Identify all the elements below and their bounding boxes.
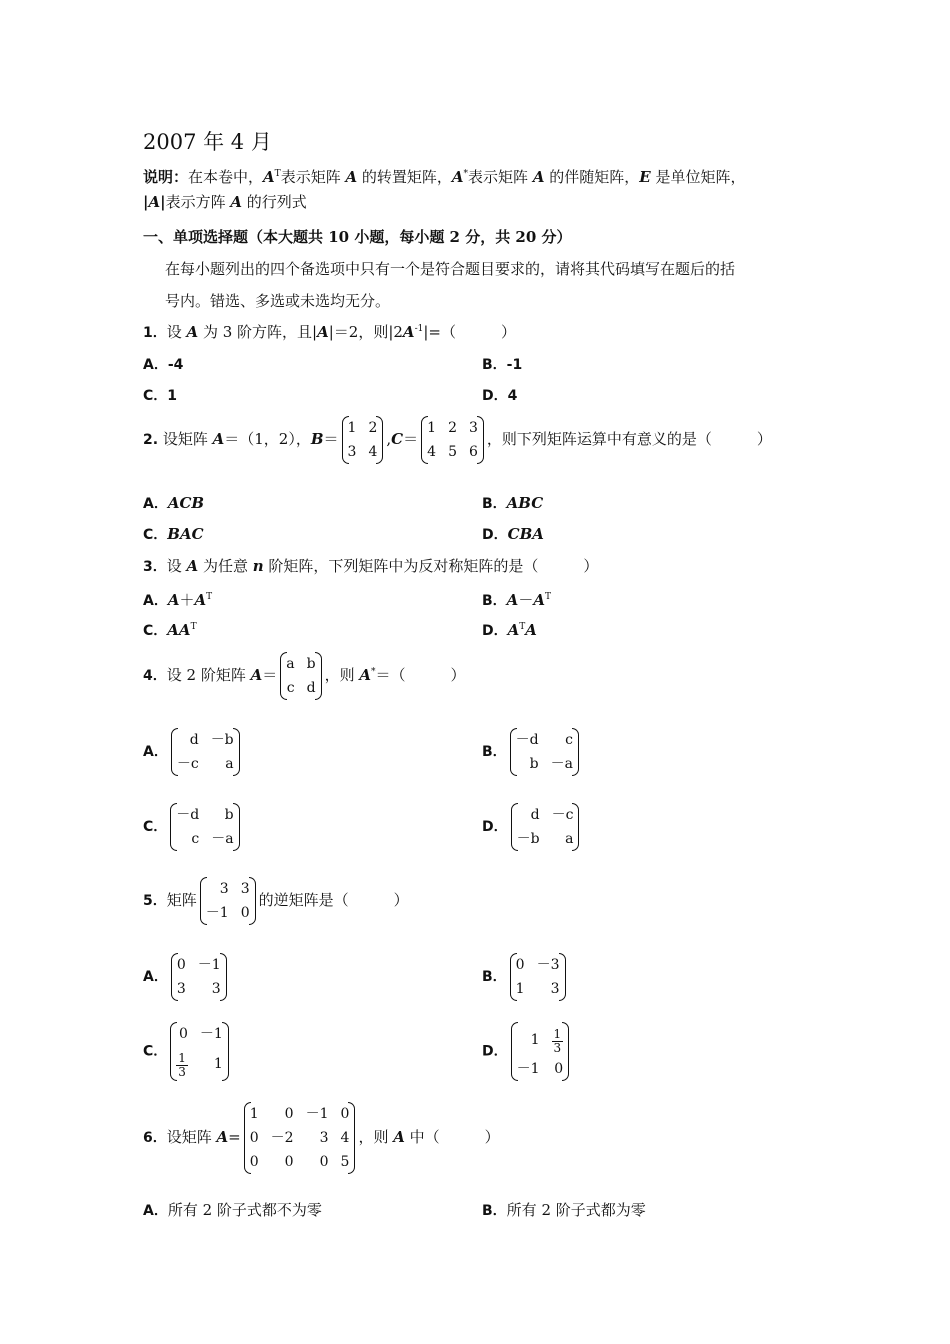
symbol: |A| <box>143 193 166 211</box>
option-label: A． <box>143 744 168 760</box>
q-text: ＝ <box>262 666 278 684</box>
section-instruction-1: 在每小题列出的四个备选项中只有一个是符合题目要求的，请将其代码填写在题后的括 <box>165 260 736 278</box>
q1-option-b[interactable] <box>482 354 522 374</box>
matrix-cell: 3 <box>219 881 229 897</box>
matrix-b <box>342 416 384 464</box>
matrix-cell: －1 <box>197 957 221 973</box>
note-label: 说明： <box>143 168 189 186</box>
option-value: 1 <box>167 388 178 404</box>
q-text: 的逆矩阵是（ ） <box>258 891 409 909</box>
denominator: 3 <box>553 1041 562 1055</box>
option-matrix <box>510 953 566 1001</box>
q4-option-b[interactable] <box>482 728 582 776</box>
q-text: 矩阵 <box>166 891 197 909</box>
q-text: 设 <box>166 557 187 575</box>
symbol: A <box>263 168 275 186</box>
note-text: 表示矩阵 <box>280 168 346 186</box>
matrix-cell: 0 <box>284 1106 294 1122</box>
option-value: -1 <box>506 357 523 373</box>
q-text: ＝（ ） <box>375 666 466 684</box>
q-text: 为 3 阶方阵，且| <box>198 323 318 341</box>
symbol: A <box>359 666 372 684</box>
matrix-cell: －b <box>516 831 540 847</box>
q1-option-c[interactable] <box>143 385 177 405</box>
note-line-1 <box>143 166 745 187</box>
q3-option-c[interactable] <box>143 620 197 640</box>
denominator: 3 <box>178 1065 186 1079</box>
matrix-c <box>421 416 484 464</box>
q4-option-c[interactable] <box>143 803 243 851</box>
matrix-cell: 0 <box>240 905 250 921</box>
note-text: 表示方阵 <box>165 193 231 211</box>
superscript: T <box>544 592 551 602</box>
matrix-cell: 1 <box>515 981 525 997</box>
q-text: ＝ <box>403 430 419 448</box>
option-label: C． <box>143 527 168 543</box>
matrix-cell: －b <box>210 732 234 748</box>
operator: ＋ <box>179 591 195 609</box>
q2-option-d[interactable] <box>482 524 544 544</box>
symbol: n <box>252 557 264 575</box>
matrix-cell: 2 <box>368 420 378 436</box>
option-label: A． <box>143 357 168 373</box>
option-value: 4 <box>507 388 518 404</box>
superscript: T <box>519 622 526 632</box>
q5-option-b[interactable] <box>482 953 569 1001</box>
option-matrix <box>171 953 227 1001</box>
q1-option-a[interactable] <box>143 354 183 374</box>
symbol: A <box>186 557 199 575</box>
matrix-cell: 3 <box>319 1130 329 1146</box>
option-label: C． <box>143 623 168 639</box>
matrix-cell: －d <box>176 807 200 823</box>
matrix-cell: 0 <box>176 957 186 973</box>
question-3 <box>143 555 598 576</box>
q4-option-a[interactable] <box>143 728 243 776</box>
matrix-cell: 3 <box>240 881 250 897</box>
matrix-cell: 0 <box>515 957 525 973</box>
matrix-cell: －1 <box>516 1061 540 1077</box>
question-2 <box>143 416 772 464</box>
q3-option-d[interactable] <box>482 620 537 640</box>
matrix-cell: －3 <box>536 957 560 973</box>
matrix-cell: 4 <box>368 444 378 460</box>
q-text: 为任意 <box>198 557 253 575</box>
superscript: * <box>371 667 376 677</box>
q1-option-d[interactable] <box>482 385 517 405</box>
note-text: 的转置矩阵， <box>357 168 452 186</box>
question-1 <box>143 321 516 342</box>
matrix-cell: c <box>565 732 573 748</box>
option-matrix <box>171 728 240 776</box>
q4-option-d[interactable] <box>482 803 582 851</box>
matrix-cell: －1 <box>205 905 229 921</box>
note-line-2 <box>143 191 307 212</box>
option-label: A． <box>143 969 168 985</box>
q-text: |=（ ） <box>423 323 516 341</box>
symbol: A <box>451 168 464 186</box>
symbol: A <box>393 1128 405 1146</box>
q3-option-b[interactable] <box>482 589 551 610</box>
symbol: A <box>317 323 329 341</box>
matrix-cell: 0 <box>249 1130 259 1146</box>
q-text: 设 2 阶矩阵 <box>166 666 251 684</box>
matrix-cell: 0 <box>554 1061 564 1077</box>
option-label: B． <box>482 1203 507 1219</box>
matrix-cell: a <box>286 656 295 672</box>
option-label: C． <box>143 388 168 404</box>
matrix-cell: 0 <box>284 1154 294 1170</box>
option-label: B． <box>482 496 507 512</box>
matrix-cell: d <box>530 807 540 823</box>
symbol: A <box>212 430 225 448</box>
matrix-cell: 0 <box>319 1154 329 1170</box>
q5-option-a[interactable] <box>143 953 230 1001</box>
matrix-cell: 1 <box>530 1031 540 1048</box>
matrix-cell: 0 <box>340 1106 350 1122</box>
question-number: 5． <box>143 893 167 909</box>
option-matrix <box>511 1022 570 1081</box>
q2-option-b[interactable] <box>482 493 543 513</box>
symbol: A <box>230 193 242 211</box>
q3-option-a[interactable] <box>143 589 212 610</box>
option-matrix <box>511 803 580 851</box>
symbol: A <box>525 621 537 639</box>
option-value: -4 <box>167 357 184 373</box>
option-value: ACB <box>167 494 205 512</box>
matrix-cell: a <box>225 756 234 772</box>
matrix-cell: －2 <box>270 1130 294 1146</box>
matrix-cell: 3 <box>211 981 221 997</box>
option-matrix <box>170 1022 229 1081</box>
q-text: = <box>228 1128 241 1146</box>
matrix-cell: 3 <box>176 981 186 997</box>
symbol: A <box>402 323 415 341</box>
matrix-cell: c <box>191 831 200 847</box>
q-text: ＝ <box>323 430 339 448</box>
option-label: D． <box>482 819 508 835</box>
matrix-cell: －c <box>551 807 574 823</box>
symbol: B <box>310 430 324 448</box>
q-text: |＝2，则|2 <box>328 323 403 341</box>
superscript: * <box>463 169 469 179</box>
matrix-cell: b <box>224 807 234 823</box>
matrix-cell: －d <box>515 732 539 748</box>
symbol: A <box>507 621 520 639</box>
q5-option-d[interactable] <box>482 1022 572 1081</box>
question-number: 1． <box>143 325 167 341</box>
q-text: ，则下列矩阵运算中有意义的是（ ） <box>486 430 772 448</box>
option-matrix <box>510 728 579 776</box>
fraction <box>176 1052 188 1079</box>
matrix-cell: 0 <box>249 1154 259 1170</box>
q2-option-c[interactable] <box>143 524 204 544</box>
numerator: 1 <box>178 1051 186 1065</box>
symbol: A <box>194 591 207 609</box>
matrix-q6 <box>244 1102 356 1174</box>
option-label: B． <box>482 744 507 760</box>
option-label: C． <box>143 1043 168 1060</box>
q6-option-a[interactable] <box>143 1199 322 1220</box>
symbol: A <box>533 591 545 609</box>
matrix-cell: 1 <box>249 1106 259 1122</box>
matrix-cell: 6 <box>468 444 478 460</box>
matrix-cell: 5 <box>448 444 457 460</box>
superscript: T <box>274 169 281 179</box>
note-text: 是单位矩阵， <box>650 168 746 186</box>
q5-option-c[interactable] <box>143 1022 232 1081</box>
q-text: 设矩阵 <box>158 430 213 448</box>
note-text: 在本卷中， <box>188 168 264 186</box>
matrix-cell: d <box>306 680 316 696</box>
option-value: ABC <box>506 494 544 512</box>
symbol: A <box>506 591 519 609</box>
question-number: 6． <box>143 1130 167 1146</box>
option-matrix <box>170 803 239 851</box>
matrix-cell: 1 <box>213 1055 223 1072</box>
numerator: 1 <box>553 1027 562 1041</box>
section-instruction-2: 号内。错选、多选或未选均无分。 <box>165 292 391 310</box>
matrix-cell: 3 <box>347 444 357 460</box>
symbol: A <box>186 323 199 341</box>
superscript: T <box>190 622 197 632</box>
option-label: B． <box>482 357 507 373</box>
symbol: A <box>216 1128 229 1146</box>
q-text: ，则 <box>358 1128 394 1146</box>
q-text: 阶矩阵，下列矩阵中为反对称矩阵的是（ ） <box>263 557 599 575</box>
question-number: 2. <box>143 432 159 448</box>
question-5 <box>143 877 409 925</box>
note-text: 的行列式 <box>241 193 307 211</box>
matrix-cell: －c <box>176 756 199 772</box>
matrix-cell: c <box>286 680 295 696</box>
symbol: C <box>391 430 404 448</box>
symbol: A <box>250 666 263 684</box>
q6-option-b[interactable] <box>482 1199 646 1220</box>
matrix-cell: d <box>189 732 199 748</box>
matrix-cell: 3 <box>468 420 478 436</box>
matrix-cell: －a <box>211 831 234 847</box>
question-number: 3． <box>143 559 167 575</box>
note-text: 的伴随矩阵， <box>544 168 640 186</box>
question-4 <box>143 652 466 700</box>
symbol: E <box>639 168 651 186</box>
option-value: CBA <box>507 525 544 543</box>
matrix-cell: 5 <box>340 1154 350 1170</box>
option-value: 所有 2 阶子式都不为零 <box>167 1201 322 1219</box>
symbol: A <box>167 591 180 609</box>
section-heading: 一、单项选择题（本大题共 10 小题，每小题 2 分，共 20 分） <box>143 228 572 246</box>
matrix-a <box>280 652 321 700</box>
option-label: B． <box>482 969 507 985</box>
option-label: A． <box>143 496 168 512</box>
option-label: C． <box>143 819 168 835</box>
option-label: D． <box>482 1043 508 1060</box>
q-text: 设 <box>166 323 187 341</box>
q-text: ，则 <box>324 666 360 684</box>
option-label: A． <box>143 1203 168 1219</box>
matrix-cell: a <box>565 831 574 847</box>
symbol: AA <box>167 621 191 639</box>
option-label: D． <box>482 527 508 543</box>
matrix-cell: 3 <box>550 981 560 997</box>
q-text: ＝（1，2）， <box>224 430 311 448</box>
q-text: 设矩阵 <box>166 1128 217 1146</box>
option-value: BAC <box>167 525 204 543</box>
matrix-cell: －1 <box>305 1106 329 1122</box>
matrix-cell: 4 <box>427 444 437 460</box>
option-label: A． <box>143 593 168 609</box>
matrix-cell: b <box>529 756 539 772</box>
matrix-cell: 2 <box>448 420 457 436</box>
symbol: A <box>345 168 358 186</box>
q-text: , <box>386 430 392 448</box>
matrix-cell: 1 <box>427 420 437 436</box>
symbol: A <box>532 168 545 186</box>
matrix-cell: b <box>306 656 316 672</box>
matrix-q5 <box>200 877 256 925</box>
superscript: T <box>206 592 213 602</box>
matrix-cell: 0 <box>179 1026 188 1042</box>
option-label: D． <box>482 388 508 404</box>
matrix-cell: 1 <box>347 420 357 436</box>
question-6 <box>143 1102 500 1174</box>
operator: － <box>518 591 534 609</box>
q-text: 中（ ） <box>404 1128 500 1146</box>
matrix-cell: －a <box>550 756 573 772</box>
matrix-cell: 4 <box>340 1130 350 1146</box>
option-label: D． <box>482 623 508 639</box>
q2-option-a[interactable] <box>143 493 204 513</box>
superscript: -1 <box>414 324 424 334</box>
matrix-cell: －1 <box>199 1026 223 1042</box>
option-value: 所有 2 阶子式都为零 <box>506 1201 646 1219</box>
note-text: 表示矩阵 <box>468 168 533 186</box>
page-title: 2007 年 4 月 <box>143 130 272 154</box>
question-number: 4． <box>143 668 167 684</box>
option-label: B． <box>482 593 507 609</box>
